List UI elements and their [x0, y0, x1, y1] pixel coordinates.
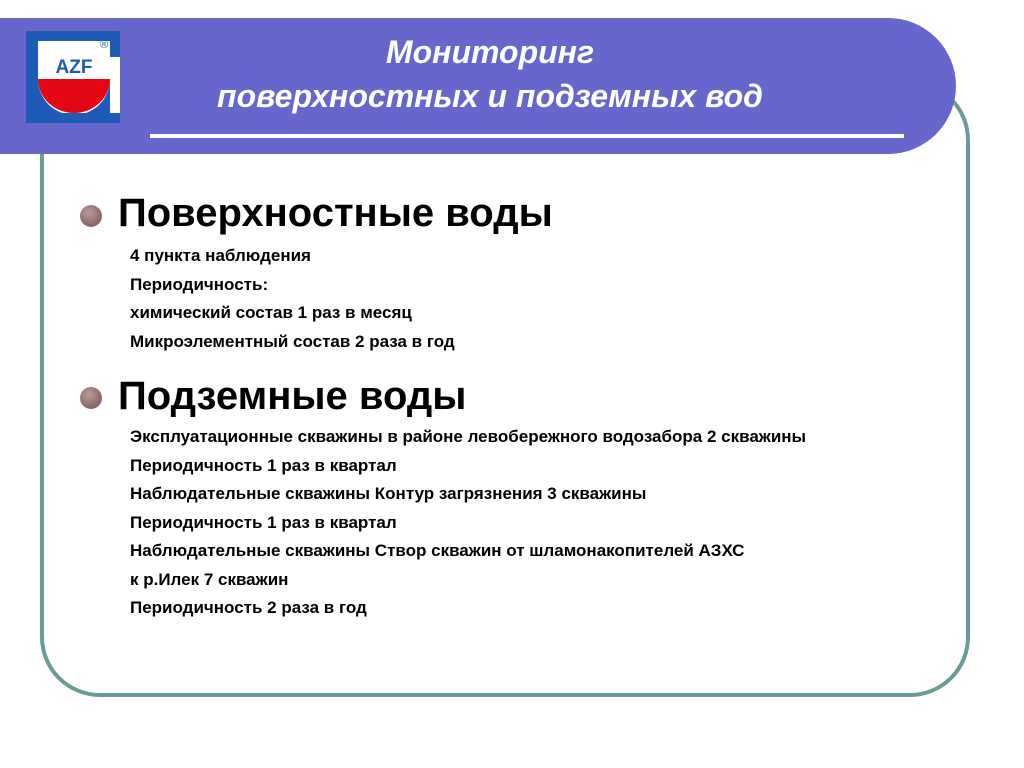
list-item: химический состав 1 раз в месяц: [130, 303, 412, 322]
section-items: [130, 423, 806, 623]
list-item: Наблюдательные скважины Створ скважин от шламонакопителей АЗХС: [130, 541, 745, 560]
list-item: Периодичность 1 раз в квартал: [130, 512, 397, 532]
azf-logo: [26, 31, 120, 123]
bullet-icon: [80, 205, 102, 227]
list-item: Периодичность 1 раз в квартал: [130, 455, 397, 475]
section-items: [130, 242, 455, 356]
section-heading: Подземные воды: [118, 374, 467, 418]
title-underline: [150, 134, 904, 138]
list-item: к р.Илек 7 скважин: [130, 569, 289, 589]
slide-title: [150, 30, 830, 118]
bullet-icon: [80, 387, 102, 409]
slide-title-line-2: поверхностных и подземных вод: [217, 78, 763, 114]
list-item: Периодичность:: [130, 274, 269, 294]
list-item: 4 пункта наблюдения: [130, 246, 311, 265]
registered-mark: ®: [99, 39, 109, 51]
azf-logo-graphic: [26, 31, 120, 123]
list-item: Периодичность 2 раза в год: [130, 598, 367, 617]
list-item: Эксплуатационные скважины в районе левобережного водозабора 2 скважины: [130, 427, 807, 446]
logo-text: AZF: [55, 57, 93, 78]
section-heading: Поверхностные воды: [118, 191, 553, 235]
list-item: Микроэлементный состав 2 раза в год: [130, 331, 455, 351]
list-item: Наблюдательные скважины Контур загрязнения 3 скважины: [130, 484, 647, 503]
slide-title-line-1: Мониторинг: [385, 34, 595, 70]
